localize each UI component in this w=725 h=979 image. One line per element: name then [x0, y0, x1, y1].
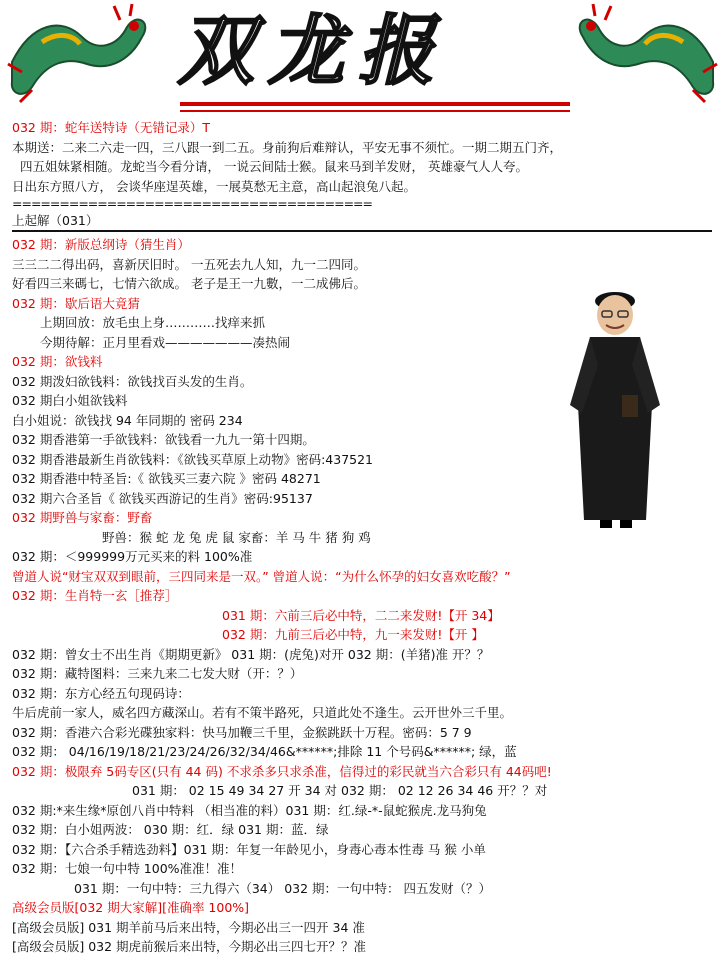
line: 032 期：七娘一句中特 100%准准！准！ [12, 861, 243, 876]
line: 上期回放：放毛虫上身…………找痒来抓 [40, 315, 266, 330]
line: 032 期香港最新生肖欲钱料：《欲钱买草原上动物》密码:437521 [12, 451, 374, 467]
line: 032 期:*来生缘*原创八肖中特料 （相当准的料）031 期：红.绿-*-鼠蛇猴虎.龙马狗兔 [12, 802, 487, 818]
line: 032 期：蛇年送特诗（无错记录）T [12, 120, 210, 135]
dragon-left-icon [2, 2, 157, 107]
line: 032 期：欲钱料 [12, 354, 103, 369]
line: [高级会员版] 032 期虎前猴后来出特，今期必出三四七开？？准 [12, 939, 367, 954]
line: 032 期野兽与家畜：野畜 [12, 510, 153, 525]
line: 今期待解：正月里看戏———————凑热闹 [40, 334, 291, 350]
line: 牛后虎前一家人，威名四方藏深山。若有不策半路死，只道此处不逢生。云开世外三千里。 [12, 705, 513, 720]
line: 032 期：曾女士不出生肖《期期更新》 031 期：(虎兔)对开 032 期：(羊猪)准 开？？ [12, 646, 490, 662]
divider [12, 230, 712, 232]
masthead-title: 双龙报 [178, 6, 448, 95]
line: 032 期六合圣旨《 欲钱买西游记的生肖》密码:95137 [12, 490, 313, 506]
line: [高级会员版] 031 期羊前马后来出特，今期必出三一四开 34 准 [12, 919, 365, 935]
line: 好看四三来碼七，七情六欲成。 老子是王一九數，一二成佛后。 [12, 276, 366, 291]
article-body [12, 118, 718, 957]
line: 032 期：白小姐两波： 030 期：红．绿 031 期：蓝．绿 [12, 822, 329, 837]
dragon-right-icon [568, 2, 723, 107]
line: 032 期：生肖特一玄［推荐］ [12, 588, 178, 603]
line: 本期送：二来二六走一四，三八跟一到二五。身前狗后难辩认，平安无事不须忙。一期二期五门齐， [12, 139, 563, 155]
line: 032 期： 04/16/19/18/21/23/24/26/32/34/46&******;排除 11 个号码&******; 绿，蓝 [12, 744, 517, 759]
fortune-teller-figure [560, 285, 670, 535]
line: 031 期：一句中特：三九得六（34） 032 期：一句中特： 四五发财（？） [74, 880, 492, 896]
line: 032 期白小姐欲钱料 [12, 393, 128, 408]
line: 032 期：极限弃 5码专区(只有 44 码) 不求杀多只求杀准，信得过的彩民就当六合彩只有 44码吧! [12, 763, 552, 779]
line: 上起解（031） [12, 213, 99, 228]
line: 031 期： 02 15 49 34 27 开 34 对 032 期： 02 12 26 34 46 开？？对 [132, 783, 548, 798]
line: 032 期：东方心经五句现码诗： [12, 685, 190, 701]
line: 032 期：香港六合彩光碟独家料：快马加鞭三千里，金猴跳跃十万程。密码：5 7 9 [12, 724, 472, 740]
line: 白小姐说：欲钱找 94 年同期的 密码 234 [12, 412, 243, 428]
masthead-underline-thin [180, 110, 570, 112]
line: 032 期：九前三后必中特，九一来发财!【开 】 [222, 627, 484, 642]
line: 四五姐妹紧相随。龙蛇当今看分请， 一说云间陆士猴。鼠来马到羊发财， 英雄豪气人人夸。 [20, 159, 528, 174]
line: 野兽：猴 蛇 龙 兔 虎 鼠 家畜：羊 马 牛 猪 狗 鸡 [102, 529, 371, 545]
line: 032 期：藏特图料：三来九来二七发大财（开：？） [12, 666, 303, 681]
line: 032 期泼妇欲钱料：欲钱找百头发的生肖。 [12, 373, 253, 389]
line: 032 期香港第一手欲钱料：欲钱看一九九一第十四期。 [12, 432, 315, 447]
line: 三三二二得出码，喜新厌旧时。 一五死去九人知，九一二四同。 [12, 256, 366, 272]
line: 日出东方照八方， 会谈华座逞英雄，一展莫愁无主意，高山起浪兔八起。 [12, 178, 416, 194]
line: 032 期：【六合杀手精选劲料】031 期：年复一年龄见小，身毒心毒本性毒 马 猴 小单 [12, 841, 486, 857]
line: 032 期：新版总纲诗（猜生肖） [12, 237, 190, 252]
separator-line: ====================================== [12, 196, 372, 211]
line: 031 期：六前三后必中特，二二来发财!【开 34】 [222, 607, 500, 623]
masthead [0, 0, 725, 120]
line: 032 期：＜999999万元买来的料 100%准 [12, 549, 253, 564]
masthead-underline [180, 102, 570, 106]
line: 032 期香港中特圣旨:《 欲钱买三妻六院 》密码 48271 [12, 471, 321, 486]
line: 高级会员版[032 期大家解][准确率 100%] [12, 900, 250, 915]
line: 曾道人说“财宝双双到眼前，三四同来是一双。” 曾道人说：“为什么怀孕的妇女喜欢吃酸？” [12, 568, 511, 584]
line: 032 期：歇后语大竟猜 [12, 295, 140, 311]
